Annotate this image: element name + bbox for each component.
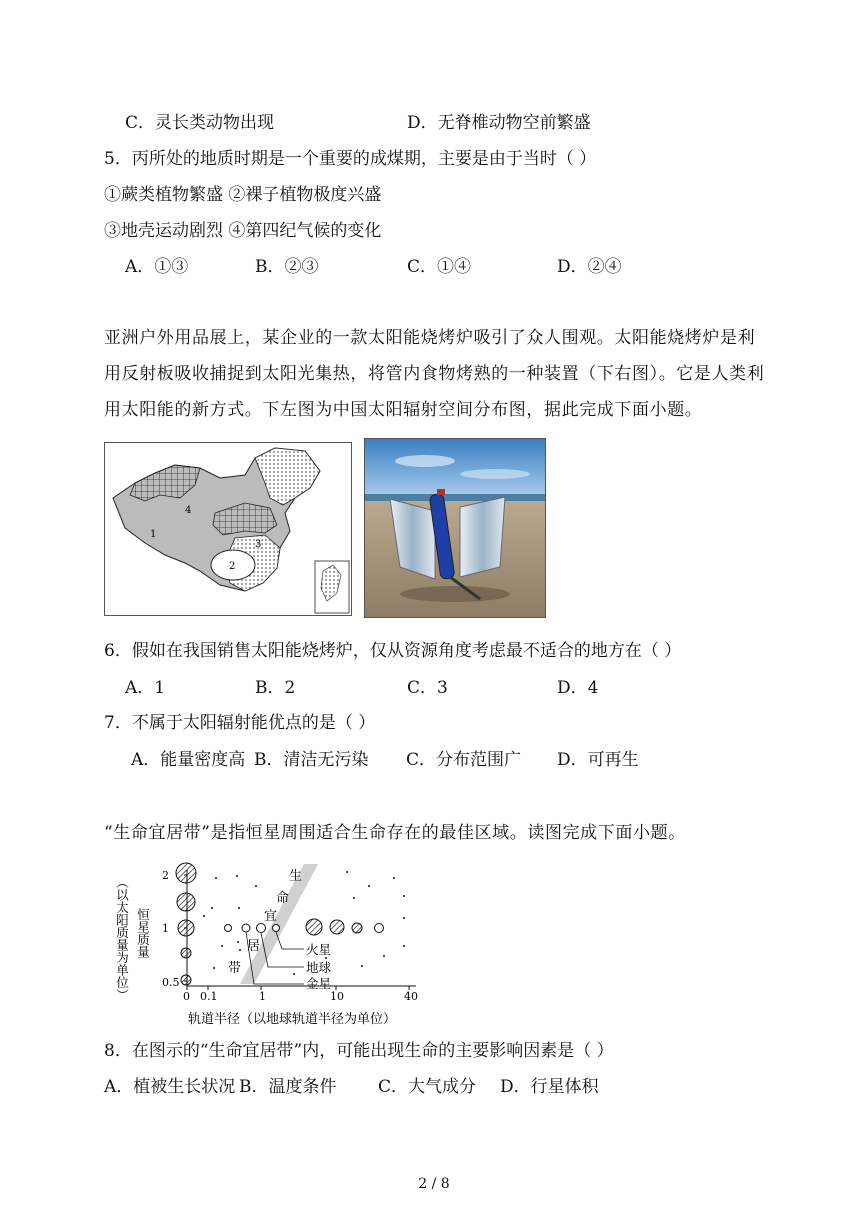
- planet-marker-neptune: [375, 924, 384, 933]
- q5-option-b: B．②③: [255, 257, 319, 277]
- hz-band-char-3: 宜: [264, 909, 278, 924]
- q7-stem: 7．不属于太阳辐射能优点的是（ ）: [104, 713, 376, 733]
- q6-stem: 6．假如在我国销售太阳能烧烤炉，仅从资源角度考虑最不适合的地方在（ ）: [104, 641, 682, 661]
- q5-statements-1: ①蕨类植物繁盛 ②裸子植物极度兴盛: [104, 185, 382, 205]
- q5-option-d: D．②④: [557, 257, 622, 277]
- q7-option-a: A．能量密度高: [131, 750, 246, 770]
- hz-ytick-1: 1: [162, 922, 169, 935]
- q8-option-a: A．植被生长状况: [104, 1077, 236, 1097]
- map-label-3: 3: [255, 539, 262, 550]
- hz-band-char-1: 生: [289, 869, 303, 884]
- q6-option-a: A．1: [125, 678, 166, 698]
- hz-xtick-40: 40: [404, 990, 418, 1003]
- q6-option-d: D．4: [557, 678, 599, 698]
- hz-band-char-5: 带: [228, 961, 242, 976]
- hz-ylabel-paren: （以太阳质量为单位）: [114, 876, 130, 1001]
- star-marker: [178, 920, 194, 936]
- hz-ytick-2: 2: [162, 869, 169, 882]
- planet-marker-venus: [242, 924, 250, 932]
- star-marker: [176, 863, 196, 883]
- china-solar-radiation-map: [104, 442, 352, 616]
- hz-xtick-0-1: 0.1: [200, 990, 218, 1003]
- passage-solar-oven: 亚洲户外用品展上，某企业的一款太阳能烧烤炉吸引了众人围观。太阳能烧烤炉是利用反射板吸收捕捉到太阳光集热，将管内食物烤熟的一种装置（下右图）。它是人类利用太阳能的新方式。下左图为中国太阳辐射空间分布图，据此完成下面小题。: [104, 328, 765, 420]
- planet-marker-jupiter: [306, 919, 322, 935]
- q7-option-d: D．可再生: [557, 750, 639, 770]
- hz-band-char-4: 居: [247, 939, 261, 954]
- q4-option-d: D．无脊椎动物空前繁盛: [407, 113, 591, 133]
- q8-option-c: C．大气成分: [378, 1077, 477, 1097]
- q5-option-c: C．①④: [407, 257, 472, 277]
- q6-option-b: B．2: [255, 678, 296, 698]
- hz-xlabel: 轨道半径（以地球轨道半径为单位）: [188, 1012, 397, 1027]
- hz-planet-venus-label: 金星: [306, 976, 332, 991]
- q5-stem: 5．丙所处的地质时期是一个重要的成煤期，主要是由于当时（ ）: [104, 149, 597, 169]
- hz-planet-mars-label: 火星: [306, 942, 332, 957]
- planet-marker-saturn: [330, 920, 344, 934]
- hz-xtick-0: 0: [183, 990, 190, 1003]
- q5-option-a: A．①③: [125, 257, 189, 277]
- hz-xtick-1: 1: [259, 990, 266, 1003]
- q6-option-c: C．3: [407, 678, 448, 698]
- hz-ytick-0-5: 0.5: [162, 976, 180, 989]
- hz-band-char-2: 命: [276, 891, 290, 906]
- q4-option-c: C．灵长类动物出现: [125, 113, 275, 133]
- page-number: 2 / 8: [418, 1176, 450, 1192]
- planet-marker-mars: [273, 925, 280, 932]
- hz-ylabel-main: 恒星质量: [135, 908, 151, 958]
- q5-statements-2: ③地壳运动剧烈 ④第四纪气候的变化: [104, 221, 382, 241]
- planet-marker-uranus: [352, 923, 362, 933]
- star-marker: [181, 975, 191, 985]
- q7-option-b: B．清洁无污染: [254, 750, 369, 770]
- star-marker: [181, 948, 191, 958]
- q8-option-b: B．温度条件: [239, 1077, 337, 1097]
- hz-xtick-10: 10: [330, 990, 344, 1003]
- q7-option-c: C．分布范围广: [406, 750, 522, 770]
- map-label-4: 4: [185, 505, 192, 516]
- planet-marker-earth: [257, 924, 266, 933]
- star-marker: [177, 893, 195, 911]
- map-label-1: 1: [150, 529, 157, 540]
- solar-oven-photo: [364, 438, 546, 618]
- q8-stem: 8．在图示的“生命宜居带”内，可能出现生命的主要影响因素是（ ）: [104, 1041, 614, 1061]
- hz-planet-earth-label: 地球: [306, 960, 332, 975]
- habitable-zone-diagram: [104, 856, 434, 1032]
- map-label-2: 2: [229, 561, 236, 572]
- q8-option-d: D．行星体积: [500, 1077, 599, 1097]
- planet-marker: [225, 925, 232, 932]
- passage-habitable-zone: “生命宜居带”是指恒星周围适合生命存在的最佳区域。读图完成下面小题。: [104, 823, 686, 843]
